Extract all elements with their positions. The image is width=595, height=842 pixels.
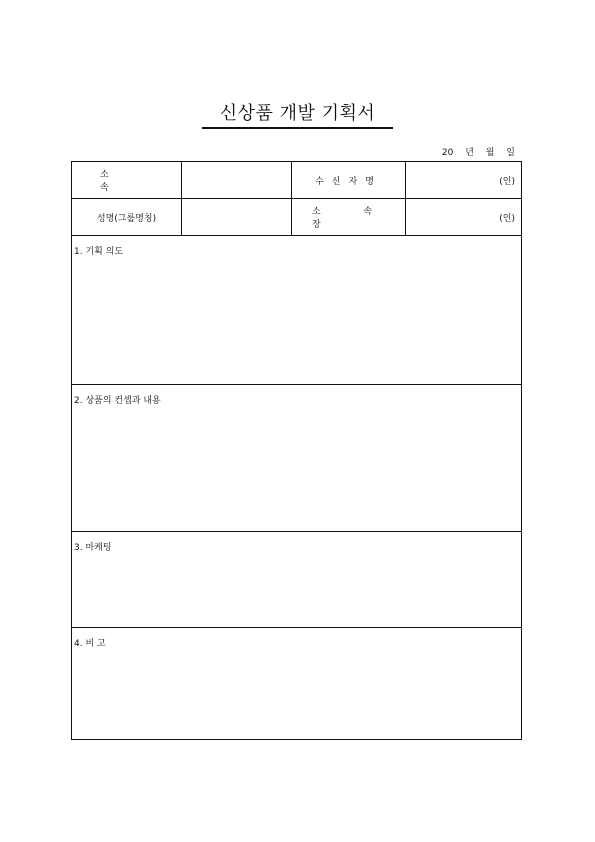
section-planning-intent[interactable] [72,236,521,385]
recipient-seal-mark: (인) [499,176,515,187]
title-underline [202,127,393,129]
name-field[interactable] [182,199,292,235]
section-label: 1. 기획 의도 [74,247,124,257]
section-remarks[interactable] [72,628,521,739]
header-row-affiliation [72,162,521,199]
recipient-label: 수신자명 [292,162,406,198]
department-head-seal-mark: (인) [499,213,515,224]
header-row-name [72,199,521,236]
affiliation-label: 소 속 [72,162,182,198]
date-line: 20 년 월 일 [441,148,515,158]
section-label: 3. 마케팅 [74,543,112,553]
section-marketing[interactable] [72,532,521,628]
planning-form [71,161,522,740]
name-label: 성명(그룹명칭) [72,199,182,235]
section-label: 4. 비 고 [74,639,106,649]
section-product-concept[interactable] [72,385,521,532]
affiliation-field[interactable] [182,162,292,198]
department-head-seal-field[interactable] [406,199,521,235]
document-title: 신상품 개발 기획서 [219,103,376,124]
department-head-label: 소 속 장 [292,199,406,235]
section-label: 2. 상품의 컨셉과 내용 [74,396,161,406]
recipient-seal-field[interactable] [406,162,521,198]
